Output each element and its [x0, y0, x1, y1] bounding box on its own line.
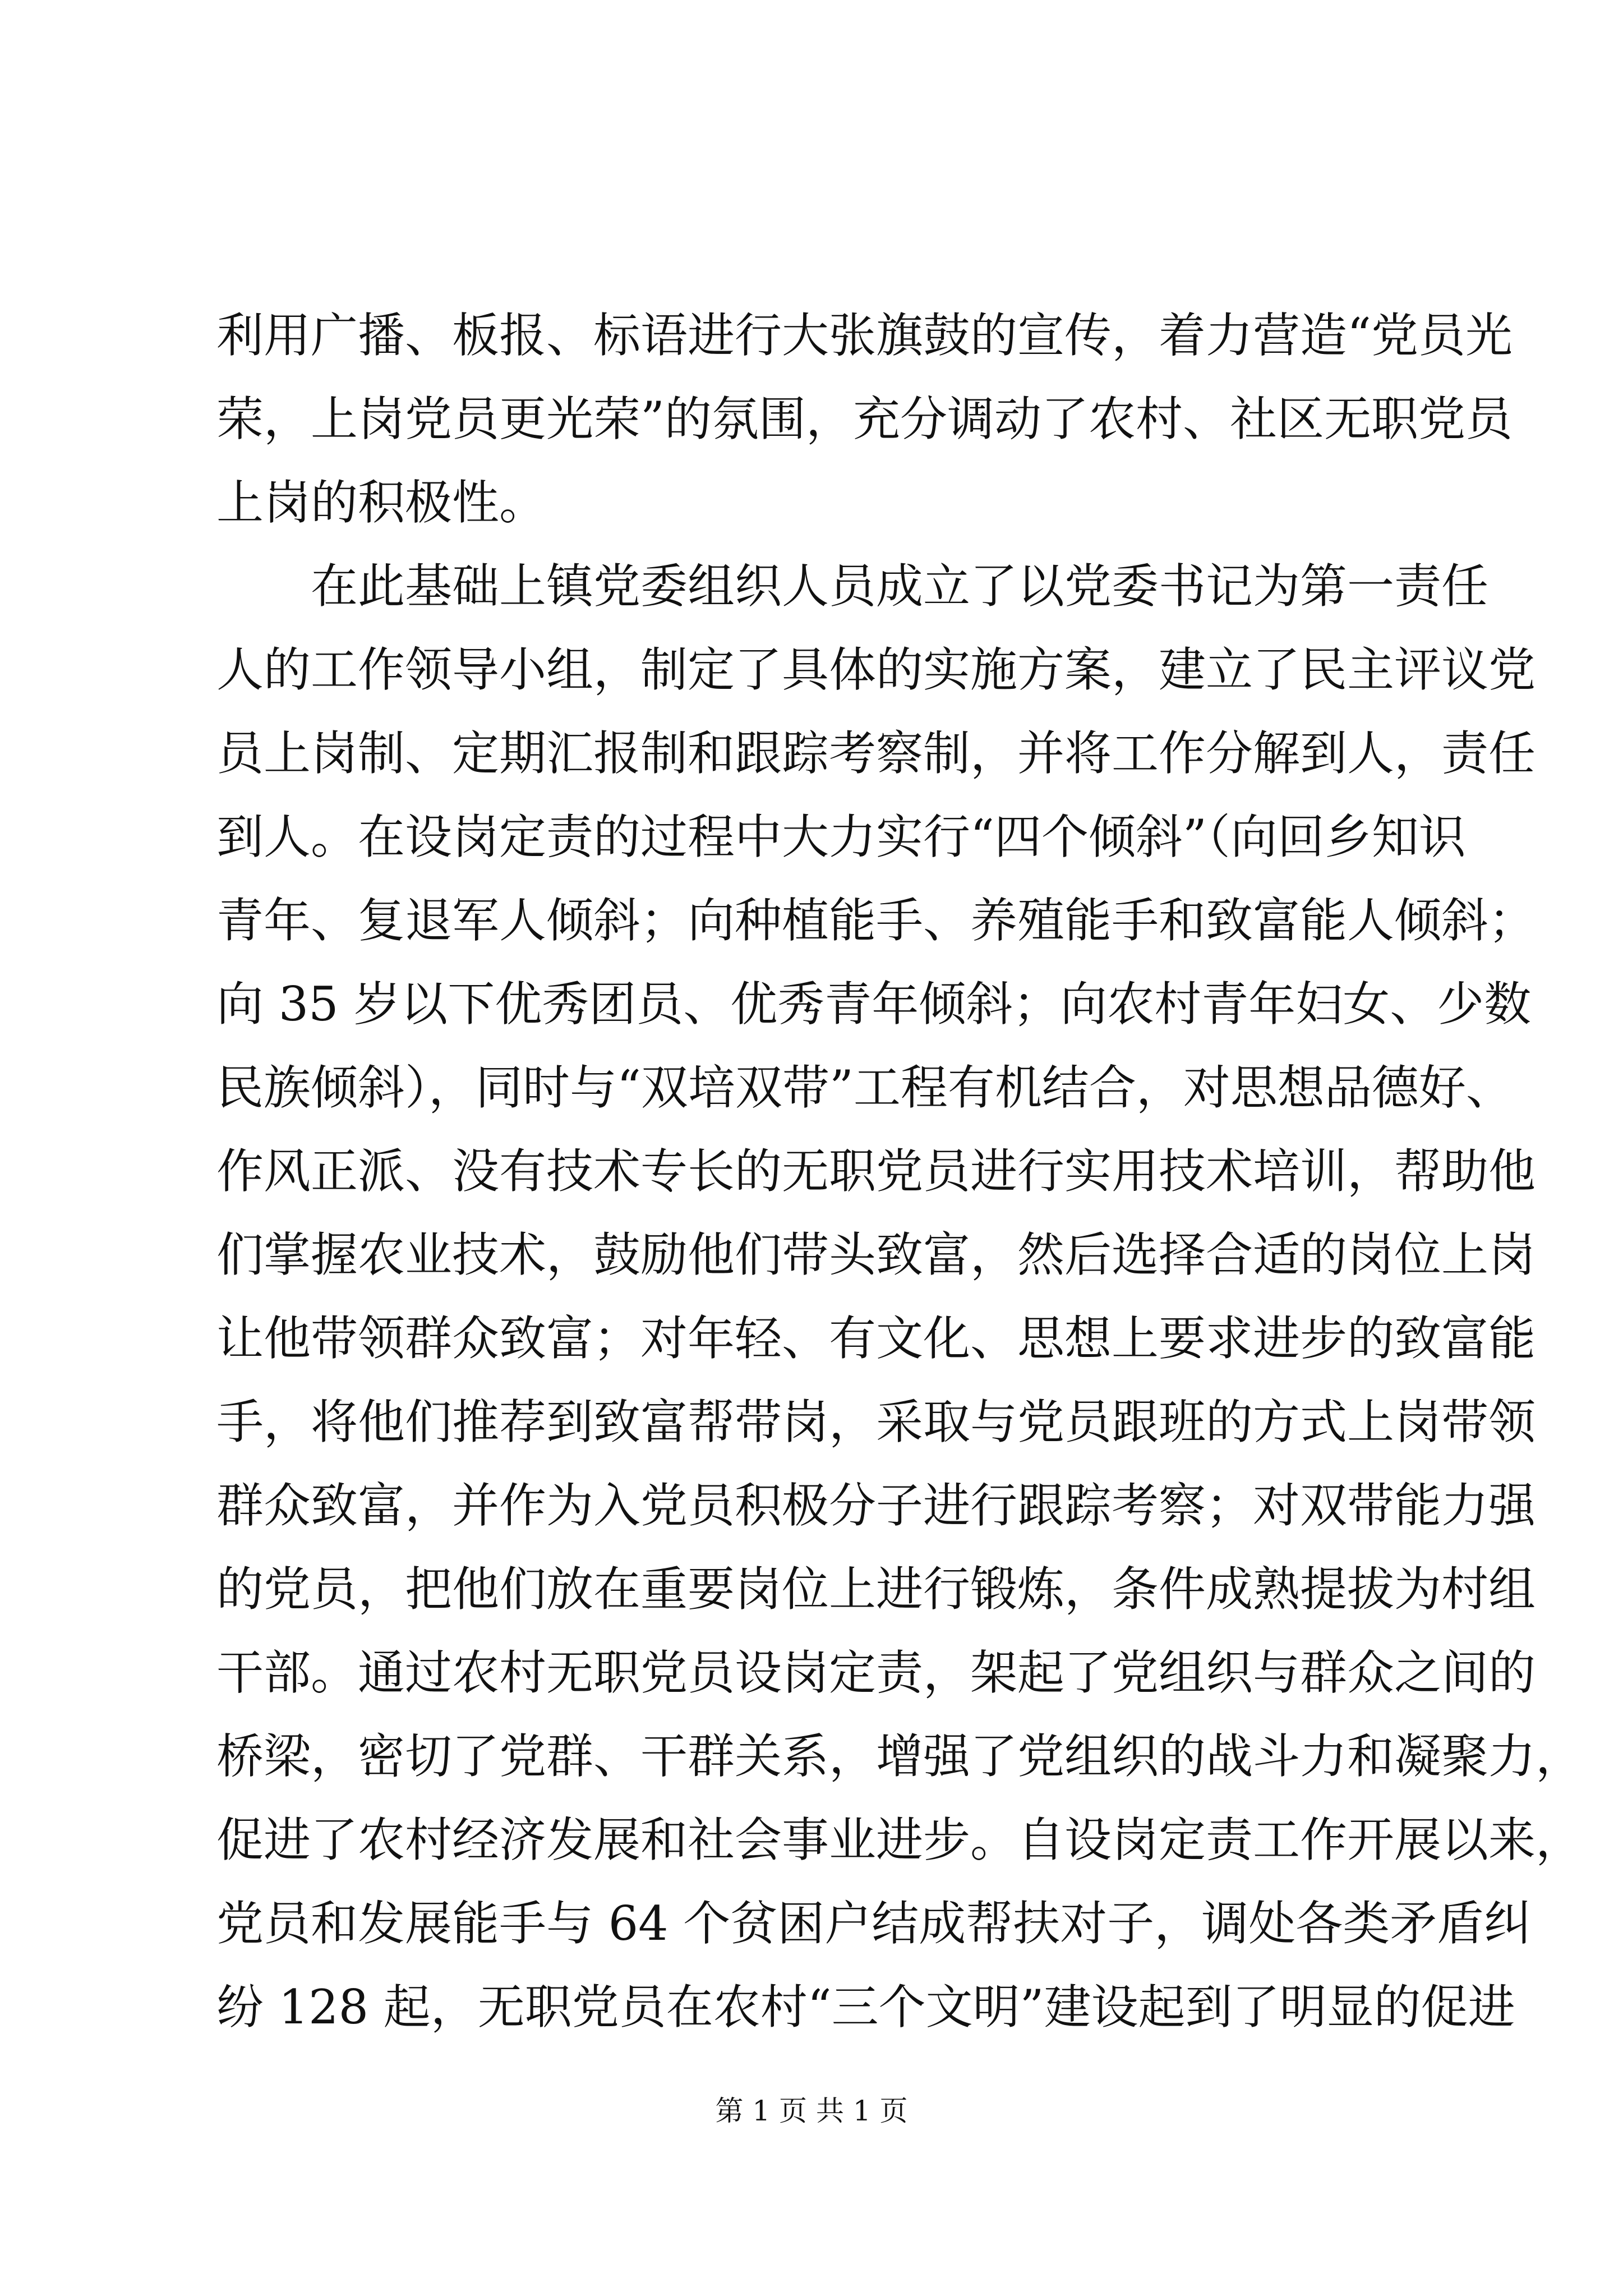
text-line: 在此基础上镇党委组织人员成立了以党委书记为第一责任	[311, 559, 1489, 614]
text-line: 青年、复退军人倾斜；向种植能手、养殖能手和致富能人倾斜；	[216, 893, 1536, 948]
body-text	[216, 294, 1583, 2049]
text-line: 作风正派、没有技术专长的无职党员进行实用技术培训，帮助他	[216, 1144, 1536, 1199]
text-line: 人的工作领导小组，制定了具体的实施方案，建立了民主评议党	[216, 642, 1536, 697]
text-line: 手，将他们推荐到致富帮带岗，采取与党员跟班的方式上岗带领	[216, 1395, 1536, 1450]
text-line: 群众致富，并作为入党员积极分子进行跟踪考察；对双带能力强	[216, 1478, 1536, 1533]
text-line: 员上岗制、定期汇报制和跟踪考察制，并将工作分解到人，责任	[216, 726, 1536, 781]
text-line: 荣，上岗党员更光荣”的氛围，充分调动了农村、社区无职党员	[216, 392, 1513, 447]
text-line: 到人。在设岗定责的过程中大力实行“四个倾斜”（向回乡知识	[216, 809, 1466, 864]
text-line: 干部。通过农村无职党员设岗定责，架起了党组织与群众之间的	[216, 1645, 1536, 1700]
text-line: 的党员，把他们放在重要岗位上进行锻炼，条件成熟提拔为村组	[216, 1562, 1536, 1617]
text-line: 民族倾斜），同时与“双培双带”工程有机结合，对思想品德好、	[216, 1060, 1513, 1115]
text-line: 们掌握农业技术，鼓励他们带头致富，然后选择合适的岗位上岗	[216, 1227, 1536, 1282]
text-line: 上岗的积极性。	[216, 475, 547, 530]
text-line: 党员和发展能手与 64 个贫困户结成帮扶对子，调处各类矛盾纠	[216, 1896, 1532, 1951]
page-number-footer: 第 1 页 共 1 页	[715, 2095, 908, 2127]
text-line: 利用广播、板报、标语进行大张旗鼓的宣传，着力营造“党员光	[216, 308, 1513, 363]
text-line: 让他带领群众致富；对年轻、有文化、思想上要求进步的致富能	[216, 1311, 1536, 1366]
text-line: 桥梁，密切了党群、干群关系，增强了党组织的战斗力和凝聚力，	[216, 1729, 1583, 1784]
text-line: 向 35 岁以下优秀团员、优秀青年倾斜；向农村青年妇女、少数	[216, 977, 1532, 1032]
text-line: 促进了农村经济发展和社会事业进步。自设岗定责工作开展以来，	[216, 1812, 1583, 1867]
text-line: 纷 128 起，无职党员在农村“三个文明”建设起到了明显的促进	[216, 1980, 1515, 2035]
